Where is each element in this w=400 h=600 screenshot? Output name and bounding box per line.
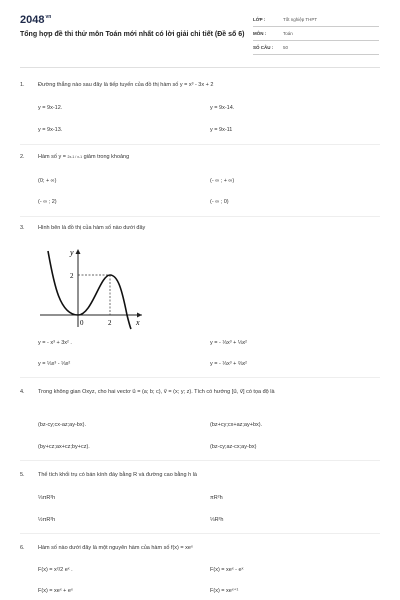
question-number: 2.	[20, 154, 25, 160]
question-number: 6.	[20, 545, 25, 551]
option-d[interactable]: (- ∞ ; 0)	[210, 199, 229, 205]
option-a[interactable]: (0; + ∞)	[38, 178, 57, 184]
option-b[interactable]: (- ∞ ; + ∞)	[210, 178, 235, 184]
option-b[interactable]: πR²h	[210, 495, 223, 501]
option-b[interactable]: y = 9x-14.	[210, 105, 235, 111]
option-b[interactable]: F(x) = xeˣ - eˣ	[210, 567, 244, 573]
option-d[interactable]: y = - ⅓x³ + ⅔x²	[210, 361, 247, 367]
meta-subject	[253, 28, 379, 41]
question-6	[20, 545, 380, 551]
logo-main: 2048	[20, 14, 45, 26]
question-text-prefix: Hàm số y =	[38, 154, 68, 160]
meta-grade	[253, 14, 379, 27]
option-c[interactable]: y = 9x-13.	[38, 127, 63, 133]
option-a[interactable]: (bz-cy;cx-az;ay-bx).	[38, 422, 86, 428]
question-text: Trong không gian Oxyz, cho hai vectơ u⃗ = (a; b; c), v⃗ = (x; y; z). Tích có hướng [u⃗, v⃗] có tọa độ là	[38, 389, 275, 395]
header-divider	[20, 67, 380, 68]
question-divider	[20, 216, 380, 217]
option-a[interactable]: y = - x³ + 3x² .	[38, 340, 72, 346]
meta-key: SỐ CÂU :	[253, 45, 274, 50]
meta-value: Toán	[283, 31, 293, 36]
meta-key: MÔN :	[253, 31, 267, 36]
question-1	[20, 82, 380, 88]
site-logo[interactable]	[20, 14, 51, 26]
question-divider	[20, 144, 380, 145]
option-d[interactable]: ⅓R²h	[210, 517, 224, 523]
option-c[interactable]: ½πR²h	[38, 517, 56, 523]
option-c[interactable]: F(x) = xeˣ + eˣ	[38, 588, 73, 594]
meta-key: LỚP :	[253, 17, 266, 22]
option-a[interactable]: y = 9x-12.	[38, 105, 63, 111]
logo-sub: vn	[45, 14, 52, 21]
origin-label: 0	[80, 319, 84, 327]
option-c[interactable]: (- ∞ ; 2)	[38, 199, 57, 205]
question-number: 4.	[20, 389, 25, 395]
question-text-suffix: giảm trong khoảng	[82, 154, 130, 160]
option-a[interactable]: ⅓πR²h	[38, 495, 56, 501]
question-2	[20, 154, 380, 160]
meta-value: Tốt nghiệp THPT	[283, 17, 318, 22]
question-4	[20, 388, 380, 397]
y-axis-arrow	[76, 249, 81, 254]
y-tick-label: 2	[70, 272, 74, 280]
question-text: Thể tích khối trụ có bán kính đáy bằng R và đường cao bằng h là	[38, 472, 197, 478]
question-5	[20, 472, 380, 478]
y-axis-label: y	[70, 248, 74, 257]
question-divider	[20, 377, 380, 378]
meta-value: 50	[283, 45, 289, 50]
question-divider	[20, 460, 380, 461]
question-text: Đường thẳng nào sau đây là tiếp tuyến của đồ thị hàm số y = x³ - 3x + 2	[38, 82, 214, 88]
x-axis-arrow	[137, 313, 142, 318]
option-d[interactable]: y = 9x-11	[210, 127, 233, 133]
option-c[interactable]: y = ⅓x³ - ⅓x²	[38, 361, 71, 367]
x-axis-label: x	[136, 318, 140, 327]
question-text: Hình bên là đồ thị của hàm số nào dưới đây	[38, 225, 146, 231]
meta-count	[253, 42, 379, 55]
question-text: Hàm số nào dưới đây là một nguyên hàm của hàm số f(x) = xeˣ	[38, 545, 193, 551]
x-tick-label: 2	[108, 319, 112, 327]
question-number: 5.	[20, 472, 25, 478]
function-graph	[30, 245, 150, 330]
option-c[interactable]: (by+cz;ax+cz;by+cz).	[38, 444, 90, 450]
question-divider	[20, 533, 380, 534]
option-b[interactable]: (bz+cy;cx+az;ay+bx).	[210, 422, 263, 428]
function-curve	[48, 251, 131, 329]
option-d[interactable]: (bz-cy;az-cx;ay-bx)	[210, 444, 257, 450]
option-b[interactable]: y = - ⅓x³ + ⅓x²	[210, 340, 247, 346]
question-number: 1.	[20, 82, 25, 88]
question-number: 3.	[20, 225, 25, 231]
option-a[interactable]: F(x) = x²/2 eˣ .	[38, 567, 73, 573]
fraction: 2x-1 / x-1	[67, 155, 83, 159]
document-title: Tổng hợp đề thi thử môn Toán mới nhất có lời giải chi tiết (Đề số 6)	[20, 31, 245, 38]
question-3	[20, 225, 380, 231]
option-d[interactable]: F(x) = xeˣ⁺¹	[210, 588, 239, 594]
